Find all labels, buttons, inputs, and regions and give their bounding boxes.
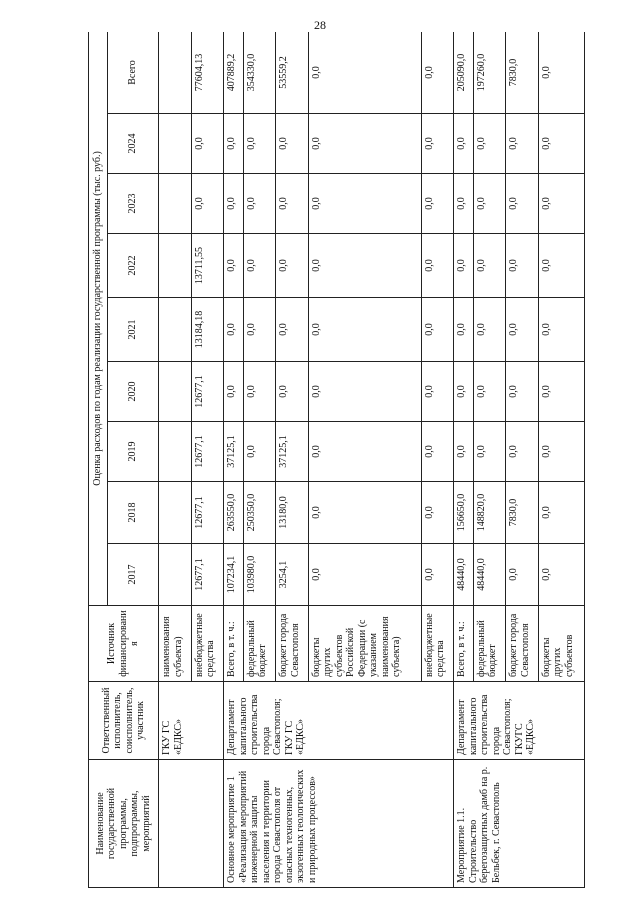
value-cell: 0,0 (243, 114, 276, 174)
main-event-name: Основное мероприятие 1 «Реализация мероприятий инженерной защиты населения и территории города Севастополя от опасных техногенных, экзогенных геологических и природных процессов» (224, 760, 454, 888)
value-cell: 0,0 (243, 362, 276, 422)
header-year: 2019 (108, 422, 159, 482)
value-cell: 0,0 (506, 174, 539, 234)
value-cell (159, 174, 192, 234)
table-row (159, 32, 192, 888)
value-cell: 0,0 (506, 234, 539, 298)
value-cell: 12677,1 (191, 544, 224, 606)
value-total: 53559,2 (276, 32, 309, 114)
value-cell: 37125,1 (276, 422, 309, 482)
header-estimate: Оценка расходов по годам реализации государственной программы (тыс. руб.) (89, 32, 108, 606)
sub-event-name: Мероприятие 1.1. Строительство берегозащитных дамб на р. Бельбек, г. Севастополь (454, 760, 585, 888)
main-event-executor: Департамент капитального строительства города Севастополя; ГКУ ГС «ЕДКС» (224, 682, 454, 760)
value-cell: 0,0 (454, 422, 473, 482)
value-cell (159, 362, 192, 422)
value-cell: 0,0 (454, 174, 473, 234)
top-executor: ГКУ ГС «ЕДКС» (159, 682, 224, 760)
funding-source: внебюджетные средства (191, 606, 224, 682)
value-cell: 0,0 (538, 482, 584, 544)
value-cell: 0,0 (243, 234, 276, 298)
value-cell: 0,0 (308, 114, 421, 174)
funding-source: федеральный бюджет (473, 606, 506, 682)
value-cell: 0,0 (224, 114, 243, 174)
value-cell: 0,0 (224, 234, 243, 298)
value-cell: 0,0 (538, 298, 584, 362)
value-total: 205090,0 (454, 32, 473, 114)
header-year: 2020 (108, 362, 159, 422)
value-cell: 0,0 (421, 114, 454, 174)
value-cell: 0,0 (473, 422, 506, 482)
header-year: 2017 (108, 544, 159, 606)
header-row-1 (89, 32, 108, 888)
value-cell: 12677,1 (191, 422, 224, 482)
value-cell: 0,0 (538, 114, 584, 174)
page-number: 28 (314, 18, 326, 32)
funding-source: Всего, в т. ч.: (224, 606, 243, 682)
value-cell: 0,0 (276, 298, 309, 362)
value-cell: 0,0 (421, 544, 454, 606)
value-cell (159, 114, 192, 174)
funding-source: бюджеты других субъектов Российской Федерации (с указанием наименования субъекта) (308, 606, 421, 682)
value-cell: 13711,55 (191, 234, 224, 298)
value-cell: 3254,1 (276, 544, 309, 606)
value-cell: 156650,0 (454, 482, 473, 544)
value-cell: 0,0 (506, 362, 539, 422)
value-cell (159, 298, 192, 362)
value-cell: 0,0 (276, 234, 309, 298)
value-cell: 0,0 (308, 482, 421, 544)
value-total: 0,0 (308, 32, 421, 114)
value-cell: 0,0 (308, 234, 421, 298)
value-cell: 0,0 (473, 234, 506, 298)
value-total: 0,0 (421, 32, 454, 114)
value-cell: 107234,1 (224, 544, 243, 606)
value-cell: 0,0 (538, 234, 584, 298)
value-cell: 0,0 (276, 362, 309, 422)
value-cell: 0,0 (454, 298, 473, 362)
value-cell: 0,0 (308, 362, 421, 422)
value-cell: 0,0 (506, 114, 539, 174)
funding-source: бюджет города Севастополя (276, 606, 309, 682)
value-total (159, 32, 192, 114)
value-cell: 37125,1 (224, 422, 243, 482)
funding-source: бюджеты других субъектов (538, 606, 584, 682)
value-cell: 48440,0 (454, 544, 473, 606)
value-cell: 0,0 (224, 174, 243, 234)
value-cell: 0,0 (538, 362, 584, 422)
value-cell: 0,0 (243, 174, 276, 234)
header-year: 2022 (108, 234, 159, 298)
funding-source: бюджет города Севастополя (506, 606, 539, 682)
funding-source: Всего, в т. ч.: (454, 606, 473, 682)
header-source: Источник финансирования (89, 606, 159, 682)
value-total: 354330,0 (243, 32, 276, 114)
value-total: 0,0 (538, 32, 584, 114)
header-year: 2018 (108, 482, 159, 544)
value-cell: 0,0 (224, 298, 243, 362)
header-year: 2024 (108, 114, 159, 174)
value-cell: 0,0 (276, 174, 309, 234)
value-cell: 0,0 (538, 174, 584, 234)
value-cell: 250350,0 (243, 482, 276, 544)
funding-source: наименования субъекта) (159, 606, 192, 682)
value-cell: 0,0 (421, 362, 454, 422)
value-total: 197260,0 (473, 32, 506, 114)
sub-event-executor: Департамент капитального строительства города Севастополя; ГКУГС «ЕДКС» (454, 682, 585, 760)
header-year: 2023 (108, 174, 159, 234)
header-year: 2021 (108, 298, 159, 362)
table-row (224, 32, 243, 888)
header-total: Всего (108, 32, 159, 114)
value-cell: 148820,0 (473, 482, 506, 544)
value-cell: 263550,0 (224, 482, 243, 544)
value-cell: 0,0 (473, 362, 506, 422)
value-cell: 0,0 (421, 422, 454, 482)
value-cell: 0,0 (308, 544, 421, 606)
value-cell: 0,0 (421, 234, 454, 298)
value-cell: 0,0 (473, 298, 506, 362)
value-cell: 48440,0 (473, 544, 506, 606)
value-cell: 0,0 (191, 174, 224, 234)
value-total: 77604,13 (191, 32, 224, 114)
value-cell: 0,0 (243, 422, 276, 482)
rotated-table-wrapper (88, 32, 585, 888)
value-cell: 0,0 (454, 114, 473, 174)
value-cell: 13184,18 (191, 298, 224, 362)
header-executor: Ответственный исполнитель, соисполнитель, участник (89, 682, 159, 760)
value-cell: 0,0 (308, 422, 421, 482)
funding-source: федеральный бюджет (243, 606, 276, 682)
value-cell: 12677,1 (191, 482, 224, 544)
value-cell: 0,0 (421, 174, 454, 234)
rotated-page-content (88, 32, 585, 888)
value-cell: 0,0 (276, 114, 309, 174)
value-cell: 0,0 (224, 362, 243, 422)
table-row (454, 32, 473, 888)
value-cell: 13180,0 (276, 482, 309, 544)
value-cell: 0,0 (538, 422, 584, 482)
value-cell: 0,0 (191, 114, 224, 174)
funding-source: внебюджетные средства (421, 606, 454, 682)
value-cell: 0,0 (473, 114, 506, 174)
value-cell: 12677,1 (191, 362, 224, 422)
value-total: 7830,0 (506, 32, 539, 114)
value-cell: 0,0 (308, 298, 421, 362)
value-cell (159, 234, 192, 298)
value-cell: 0,0 (421, 482, 454, 544)
value-cell: 0,0 (454, 234, 473, 298)
budget-table (88, 32, 585, 888)
value-cell: 0,0 (421, 298, 454, 362)
value-cell: 0,0 (506, 544, 539, 606)
value-cell: 0,0 (506, 298, 539, 362)
value-cell: 0,0 (243, 298, 276, 362)
value-cell (159, 544, 192, 606)
value-cell: 0,0 (454, 362, 473, 422)
value-cell: 0,0 (473, 174, 506, 234)
value-cell (159, 422, 192, 482)
value-cell: 0,0 (506, 422, 539, 482)
value-cell (159, 482, 192, 544)
value-cell: 7830,0 (506, 482, 539, 544)
value-cell: 103980,0 (243, 544, 276, 606)
name-cell-empty (159, 760, 224, 888)
value-cell: 0,0 (538, 544, 584, 606)
value-total: 407889,2 (224, 32, 243, 114)
header-name: Наименование государственной программы, подпрограммы, мероприятий (89, 760, 159, 888)
value-cell: 0,0 (308, 174, 421, 234)
